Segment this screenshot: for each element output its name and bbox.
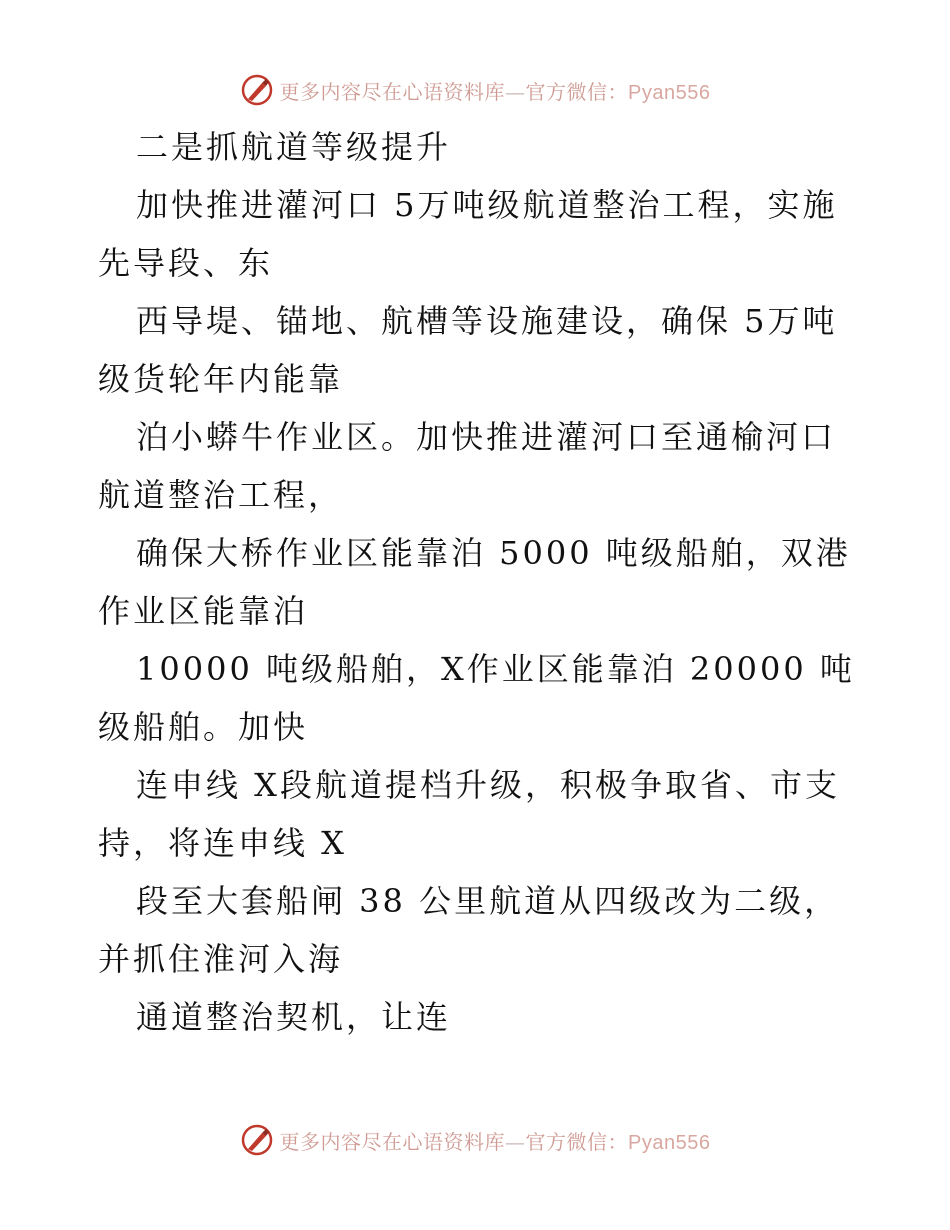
paragraph: 加快推进灌河口 5万吨级航道整治工程，实施先导段、东 (98, 186, 838, 282)
paragraph: 连申线 X段航道提档升级，积极争取省、市支持，将连申线 X (98, 766, 840, 862)
paragraph: 10000 吨级船舶，X作业区能靠泊 20000 吨级船舶。加快 (98, 650, 855, 746)
paragraph: 通道整治契机，让连 (136, 998, 452, 1036)
pen-logo-icon (240, 73, 274, 107)
watermark-text (280, 76, 711, 105)
header-watermark (0, 70, 950, 110)
watermark-wechat-label: 官方微信： (525, 79, 629, 104)
watermark-separator: — (505, 1129, 526, 1154)
footer-watermark (0, 1120, 950, 1160)
paragraph: 泊小蟒牛作业区。加快推进灌河口至通榆河口航道整治工程， (98, 418, 837, 514)
watermark-separator: — (505, 79, 526, 104)
paragraph: 确保大桥作业区能靠泊 5000 吨级船舶，双港作业区能靠泊 (98, 534, 851, 630)
paragraph: 西导堤、锚地、航槽等设施建设，确保 5万吨级货轮年内能靠 (98, 302, 838, 398)
watermark-main: 更多内容尽在心语资料库 (279, 1129, 506, 1154)
watermark-main: 更多内容尽在心语资料库 (279, 79, 506, 104)
watermark-wechat-id: Pyan556 (628, 81, 711, 104)
watermark-wechat-label: 官方微信： (525, 1129, 629, 1154)
document-body (98, 118, 858, 1046)
paragraph: 二是抓航道等级提升 (136, 128, 452, 166)
pen-logo-icon (240, 1123, 274, 1157)
watermark-text (280, 1126, 711, 1155)
paragraph: 段至大套船闸 38 公里航道从四级改为二级，并抓住淮河入海 (98, 882, 840, 978)
watermark-wechat-id: Pyan556 (628, 1131, 711, 1154)
